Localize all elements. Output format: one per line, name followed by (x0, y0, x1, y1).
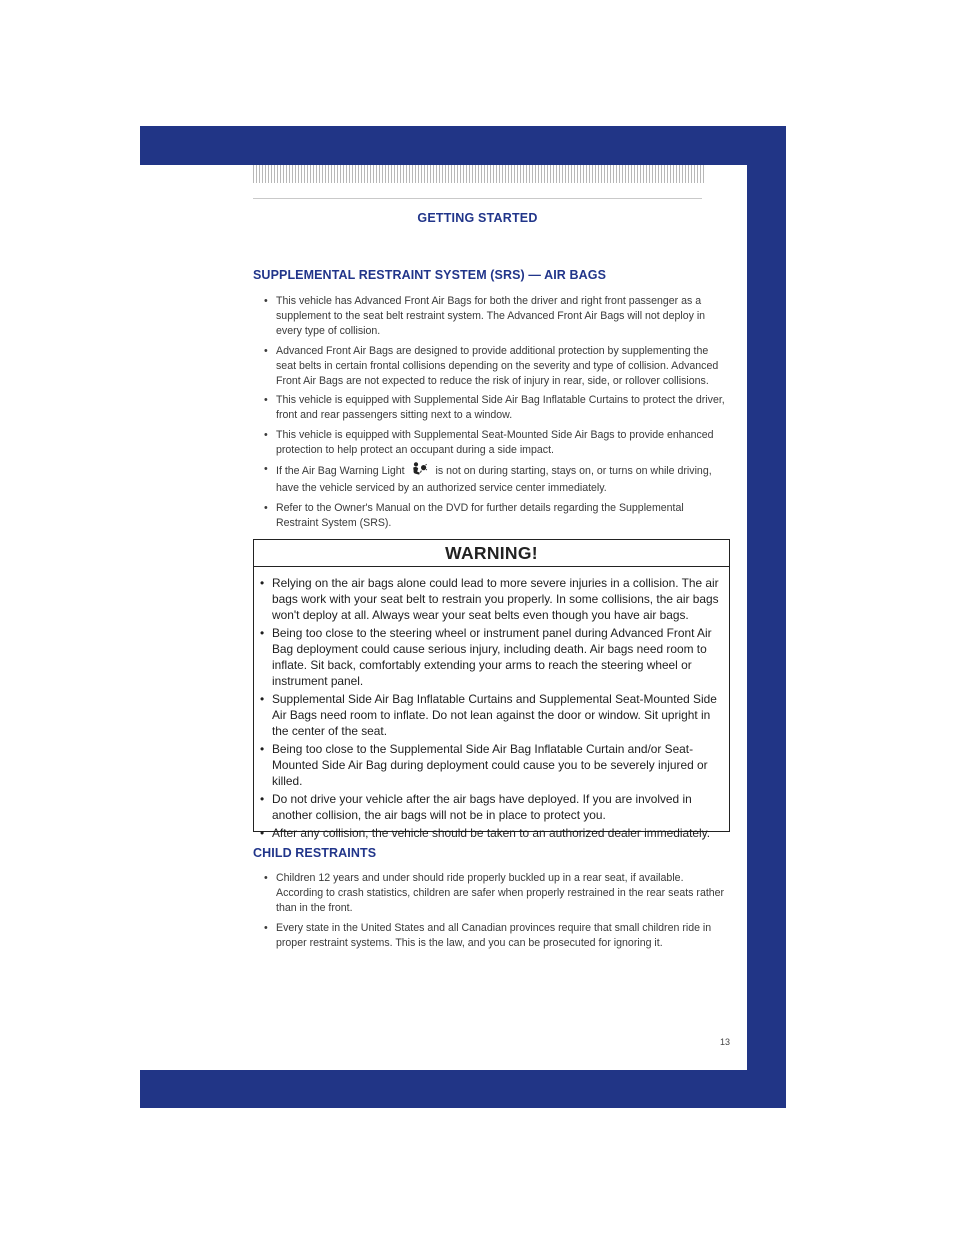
list-item: • Being too close to the steering wheel or instrument panel during Advanced Front Air Bag deployment could cause serious injury, including death. Air bags need room to inflate. Sit back, comfortably extending your arms to reach the steering wheel or instrument panel. (272, 625, 722, 689)
child-restraints-heading: CHILD RESTRAINTS (253, 846, 377, 860)
list-item: • Supplemental Side Air Bag Inflatable Curtains and Supplemental Seat-Mounted Side Air Bags need room to inflate. Do not lean against the door or window. Sit upright in the center of the seat. (272, 691, 722, 739)
list-item: • Do not drive your vehicle after the air bags have deployed. If you are involved in another collision, the air bags will not be in place to protect you. (272, 791, 722, 823)
child-bullet-list (276, 871, 728, 955)
airbag-warning-icon (411, 462, 428, 481)
header-ruler-decoration (253, 165, 704, 183)
header-divider (253, 198, 702, 199)
srs-heading: SUPPLEMENTAL RESTRAINT SYSTEM (SRS) — AIR BAGS (253, 268, 607, 282)
list-item: • This vehicle has Advanced Front Air Bags for both the driver and right front passenger as a supplement to the seat belt restraint system. The Advanced Front Air Bags will not deploy in every type of collision. (276, 294, 728, 339)
list-item: • This vehicle is equipped with Supplemental Side Air Bag Inflatable Curtains to protect the driver, front and rear passengers sitting next to a window. (276, 393, 728, 423)
warning-title: WARNING! (445, 543, 538, 563)
list-item: • After any collision, the vehicle should be taken to an authorized dealer immediately. (272, 825, 722, 841)
list-item: • Every state in the United States and all Canadian provinces require that small children ride in proper restraint systems. This is the law, and you can be prosecuted for ignoring it. (276, 921, 728, 951)
list-item: • Refer to the Owner's Manual on the DVD for further details regarding the Supplemental Restraint System (SRS). (276, 501, 728, 531)
section-title: GETTING STARTED (417, 211, 538, 225)
list-item: • Children 12 years and under should ride properly buckled up in a rear seat, if available. According to crash statistics, children are safer when properly restrained in the rear seats rather than in the front. (276, 871, 728, 916)
warning-box (253, 539, 730, 840)
page-number: 13 (719, 1037, 730, 1047)
srs-bullet-list (276, 294, 728, 535)
warning-header (254, 540, 729, 567)
list-item: • Relying on the air bags alone could lead to more severe injuries in a collision. The air bags work with your seat belt to restrain you properly. In some collisions, the air bags won't deploy at all. Always wear your seat belts even though you have air bags. (272, 575, 722, 623)
warning-light-text-after: is not on during starting, stays on, or turns on while driving, have the vehicle serviced by an authorized service center immediately. (276, 465, 712, 494)
warning-list (272, 575, 722, 843)
warning-light-text-before: If the Air Bag Warning Light (276, 465, 405, 477)
list-item (276, 462, 728, 496)
list-item: • This vehicle is equipped with Supplemental Seat-Mounted Side Air Bags to provide enhanced protection to help protect an occupant during a side impact. (276, 428, 728, 458)
list-item: • Advanced Front Air Bags are designed to provide additional protection by supplementing the seat belts in certain frontal collisions depending on the severity and type of collision. Advanced Front Air Bags are not expected to reduce the risk of injury in rear, side, or rollover collisions. (276, 344, 728, 389)
list-item: • Being too close to the Supplemental Side Air Bag Inflatable Curtain and/or Seat-Mounted Side Air Bag during deployment could cause you to be severely injured or killed. (272, 741, 722, 789)
